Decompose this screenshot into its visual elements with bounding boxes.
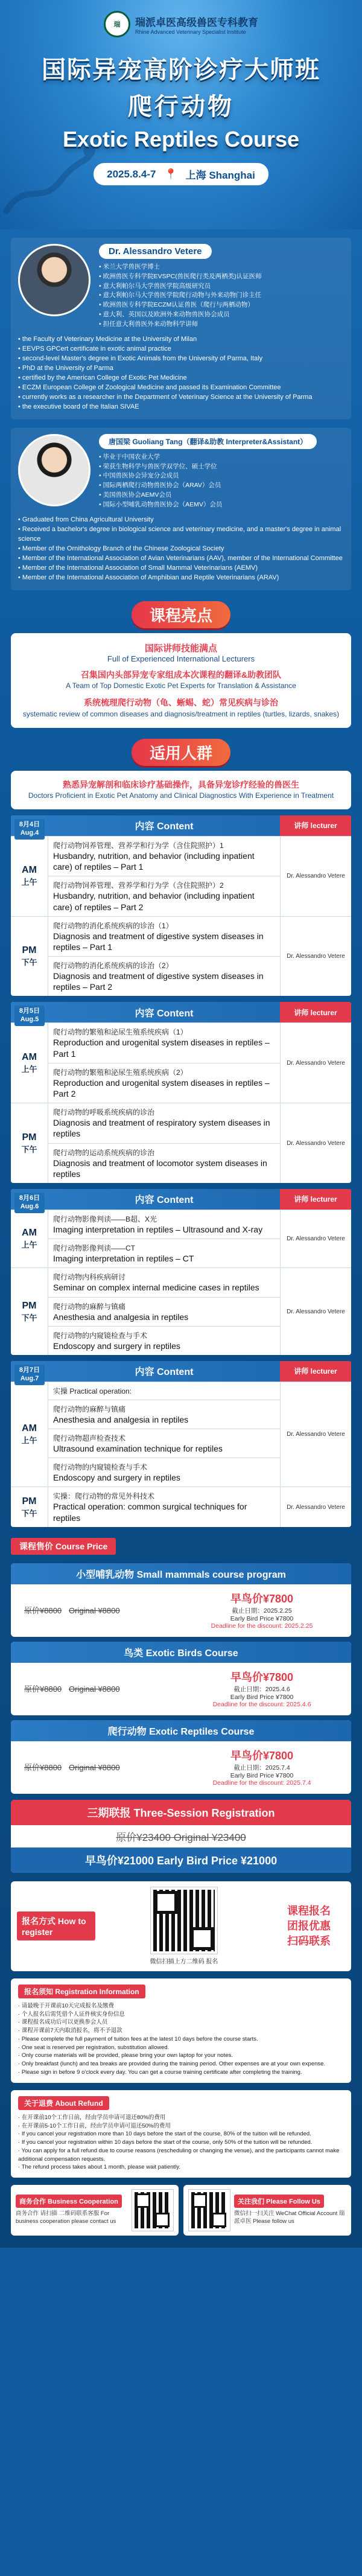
credential-item: • certified by the American College of Exotic Pet Medicine (18, 374, 344, 383)
registration-info-label: 报名须知 Registration Information (18, 1985, 145, 1998)
org-name-cn: 瑞派卓医高级兽医专科教育 (135, 16, 258, 29)
business-card (11, 2185, 179, 2236)
topic-en: Diagnosis and treatment of respiratory system diseases in reptiles (53, 1118, 270, 1139)
lecturer-column-header: 讲师 lecturer (280, 1361, 351, 1382)
credential-item: • Member of the International Association of Avian Veterinarians (AAV), member of the International Committee (18, 554, 344, 564)
refund-info (11, 2090, 351, 2178)
topic-en: Endoscopy and surgery in reptiles (53, 1341, 180, 1351)
credential-item: • PhD at the University of Parma (18, 364, 344, 374)
follow-card (183, 2185, 351, 2236)
info-item: · One seat is reserved per registration, substitution allowed. (18, 2044, 344, 2052)
business-qr-code[interactable] (132, 2190, 173, 2231)
lecturer-column-header: 讲师 lecturer (280, 1189, 351, 1210)
topic-cn: 爬行动物的内窥镜检查与手术 (53, 1463, 148, 1472)
info-item: · Please complete the full payment of tuition fees at the latest 10 days before the course starts. (18, 2035, 344, 2044)
topic-cn: 爬行动物的消化系统疾病的诊治（2） (53, 961, 173, 971)
course-price-title: 爬行动物 Exotic Reptiles Course (11, 1720, 351, 1741)
credential-item: • Member of the Ornithology Branch of the Chinese Zoological Society (18, 544, 344, 554)
schedule-header (11, 1361, 351, 1382)
topic-en: Imaging interpretation in reptiles – Ultrasound and X-ray (53, 1224, 263, 1234)
interpreter-credentials-cn (99, 453, 344, 510)
session-lecturer: Dr. Alessandro Vetere (280, 1103, 351, 1183)
topic-cn: 爬行动物的运动系统疾病的诊治 (53, 1148, 155, 1157)
original-price: 原价¥8800 Original ¥8800 (24, 1762, 120, 1772)
topic-en: Practical operation: common surgical techniques for reptiles (53, 1502, 247, 1523)
topic-cn: 爬行动物饲养管理、营养学和行为学（含住院照护）1 (53, 841, 224, 850)
credential-item: • Received a bachelor's degree in biological science and veterinary medicine, and a master's degree in animal science (18, 525, 344, 544)
follow-qr-code[interactable] (189, 2190, 230, 2231)
interpreter-avatar (18, 434, 91, 506)
topic-cn: 爬行动物的消化系统疾病的诊治（1） (53, 921, 173, 930)
schedule-header (11, 1002, 351, 1022)
topic-en: Endoscopy and surgery in reptiles (53, 1473, 180, 1483)
location-pin-icon: 📍 (164, 168, 177, 180)
schedule-topic (48, 1382, 280, 1400)
credential-item: • 意大利、英国以及欧洲外来动物兽医协会成员 (99, 310, 344, 320)
credential-item: • Graduated from China Agricultural University (18, 515, 344, 525)
price-section-label: 课程售价 Course Price (11, 1538, 116, 1555)
credential-item: • 中国兽医协会异宠分会成员 (99, 471, 344, 481)
credential-item: • 荣获生物科学与兽医学双学位、硕士学位 (99, 462, 344, 472)
info-item: · You can apply for a full refund due to course reasons (rescheduling or changing the venue), and the participants cannot make additional compensation requests. (18, 2147, 344, 2164)
course-price-card (11, 1642, 351, 1715)
info-item: · 请最晚于开课前10天完成报名及缴费 (18, 2002, 344, 2010)
topic-cn: 爬行动物内科疾病研讨 (53, 1273, 126, 1282)
schedule-session (11, 1487, 351, 1526)
original-price: 原价¥8800 Original ¥8800 (24, 1684, 120, 1694)
topic-en: Reproduction and urogenital system diseases in reptiles – Part 1 (53, 1038, 270, 1059)
session-period: AM 上午 (11, 1210, 48, 1267)
topic-cn: 爬行动物饲养管理、营养学和行为学（含住院照护）2 (53, 881, 224, 890)
register-scan-hint: 微信扫描上方二维码 报名 (150, 1958, 218, 1965)
credential-item: • 美国兽医协会AEMV会员 (99, 491, 344, 500)
interpreter-name: 唐国梁 Guoliang Tang（翻译&助教 Interpreter&Assistant） (99, 434, 317, 449)
highlight-en: A Team of Top Domestic Exotic Pet Experts for Translation & Assistance (66, 681, 296, 690)
topic-en: Diagnosis and treatment of digestive system diseases in reptiles – Part 1 (53, 931, 264, 952)
course-price-title: 鸟类 Exotic Birds Course (11, 1642, 351, 1663)
schedule-topic (48, 957, 280, 996)
lecturer-avatar (18, 244, 91, 316)
title-cn-sub: 爬行动物 (128, 94, 234, 120)
topic-en: Ultrasound examination technique for reptiles (53, 1444, 223, 1454)
info-item: · Only course materials will be provided, please bring your own laptop for your notes. (18, 2052, 344, 2060)
content-column-header: 内容 Content (135, 1008, 194, 1019)
schedule-day (11, 1361, 351, 1527)
topic-cn: 爬行动物的呼吸系统疾病的诊治 (53, 1108, 155, 1117)
session-period: AM 上午 (11, 837, 48, 916)
event-date: 2025.8.4-7 (107, 168, 156, 180)
lecturer-column-header: 讲师 lecturer (280, 1002, 351, 1022)
schedule-topic (48, 1458, 280, 1487)
highlight-cn: 国际讲师技能满点 (144, 643, 217, 654)
combo-early-price: 早鸟价¥21000 Early Bird Price ¥21000 (11, 1848, 351, 1873)
topic-en: Diagnosis and treatment of digestive system diseases in reptiles – Part 2 (53, 971, 264, 992)
session-lecturer: Dr. Alessandro Vetere (280, 1487, 351, 1526)
session-period: PM 下午 (11, 917, 48, 996)
title-cn-main: 国际异宠高阶诊疗大师班 (42, 57, 320, 83)
credential-item: • 担任意大利兽医外来动物科学讲师 (99, 320, 344, 330)
session-lecturer: Dr. Alessandro Vetere (280, 917, 351, 996)
info-item: · 在开课前10个工作日前，经由学员申请可退还80%的费用 (18, 2114, 344, 2122)
topic-cn: 爬行动物的内窥镜检查与手术 (53, 1331, 148, 1340)
highlights-box (11, 633, 351, 728)
combo-title: 三期联报 Three-Session Registration (11, 1800, 351, 1825)
schedule-day (11, 1002, 351, 1183)
follow-text: 微信扫一扫关注 WeChat Official Account 瑞派卓医 Please follow us (234, 2210, 345, 2225)
schedule-topic (48, 1400, 280, 1429)
lecturer-credentials-cn (99, 263, 344, 329)
credential-item: • ECZM European College of Zoological Medicine and passed its Examination Committee (18, 383, 344, 393)
topic-en: Anesthesia and analgesia in reptiles (53, 1312, 189, 1322)
session-period: PM 下午 (11, 1103, 48, 1183)
topic-cn: 爬行动物的麻醉与镇痛 (53, 1302, 126, 1311)
org-brand (0, 0, 362, 37)
credential-item: • 国际小型哺乳动物兽医协会（AEMV）会员 (99, 500, 344, 510)
org-logo: 瑞 (104, 11, 130, 37)
schedule-day (11, 815, 351, 996)
schedule (0, 815, 362, 1527)
credential-item: • second-level Master's degree in Exotic Animals from the University of Parma, Italy (18, 354, 344, 364)
price-list (0, 1563, 362, 1794)
schedule-topic (48, 1268, 280, 1297)
schedule-topic (48, 1023, 280, 1063)
credential-item: • Member of the International Association of Amphibian and Reptile Veterinarians (ARAV) (18, 573, 344, 583)
session-period: AM 上午 (11, 1382, 48, 1487)
session-lecturer: Dr. Alessandro Vetere (280, 1210, 351, 1267)
credential-item: • 意大利帕尔马大学兽医学院高级研究员 (99, 282, 344, 292)
info-item: · Please sign in before 9 o'clock every day. You can get a course training certificate after completing the training. (18, 2068, 344, 2077)
schedule-session (11, 1267, 351, 1355)
topic-en: Seminar on complex internal medicine cases in reptiles (53, 1283, 259, 1293)
audience-en: Doctors Proficient in Exotic Pet Anatomy and Clinical Diagnostics With Experience in Treatment (28, 791, 334, 800)
topic-cn: 爬行动物的麻醉与镇痛 (53, 1404, 126, 1414)
topic-en: Reproduction and urogenital system diseases in reptiles – Part 2 (53, 1077, 270, 1099)
lecturer-name: Dr. Alessandro Vetere (99, 244, 212, 259)
schedule-header (11, 815, 351, 836)
session-lecturer: Dr. Alessandro Vetere (280, 1382, 351, 1487)
day-date-tag: 8月5日 Aug.5 (14, 1006, 45, 1026)
topic-cn: 爬行动物的繁殖和泌尿生殖系统疾病（1） (53, 1028, 188, 1037)
audience-heading: 适用人群 (0, 739, 362, 766)
schedule-session (11, 836, 351, 916)
info-item: · 课程开课前7天内取消报名，将不予退款 (18, 2027, 344, 2035)
topic-cn: 爬行动物的繁殖和泌尿生殖系统疾病（2） (53, 1068, 188, 1077)
highlight-cn: 系统梳理爬行动物（龟、蜥蜴、蛇）常见疾病与诊治 (84, 698, 278, 708)
day-date-tag: 8月4日 Aug.4 (14, 819, 45, 840)
content-column-header: 内容 Content (135, 821, 194, 832)
info-item: · 在开课前5-10个工作日前，经由学员申请可退还50%的费用 (18, 2122, 344, 2131)
audience-cn: 熟悉异宠解剖和临床诊疗基础操作，具备异宠诊疗经验的兽医生 (63, 779, 299, 789)
session-period: PM 下午 (11, 1487, 48, 1526)
topic-cn: 实操 Practical operation: (53, 1386, 132, 1395)
credential-item: • 欧洲兽医专科学院EVSPC(兽医爬行类及两栖类)认证医师 (99, 272, 344, 282)
early-bird-price: 早鸟价¥7800 截止日期：2025.4.6 Early Bird Price ¥7800 Deadline for the discount: 2025.4.6 (212, 1671, 311, 1708)
credential-item: • the executive board of the Italian SIVAE (18, 403, 344, 412)
topic-cn: 爬行动物影像判读——B超、X光 (53, 1214, 157, 1223)
info-item: · 课程报名成功后可以更换参会人员 (18, 2018, 344, 2027)
lizard-illustration-icon (0, 139, 97, 223)
interpreter-card (11, 428, 351, 590)
topic-en: Diagnosis and treatment of locomotor system diseases in reptiles (53, 1158, 267, 1179)
content-column-header: 内容 Content (135, 1367, 194, 1378)
schedule-topic (48, 876, 280, 916)
credential-item: • currently works as a researcher in the Department of Veterinary Science at the University of Parma (18, 393, 344, 403)
schedule-topic (48, 1144, 280, 1183)
title-en: Exotic Reptiles Course (62, 127, 300, 151)
schedule-topic (48, 917, 280, 957)
contact-section (11, 2185, 351, 2236)
credential-item: • 意大利帕尔马大学兽医学院爬行动物与外来动物门诊主任 (99, 291, 344, 301)
credential-item: • 欧洲兽医专科学院ECZM认证兽医（爬行与两栖动物） (99, 301, 344, 310)
business-label: 商务合作 Business Cooperation (16, 2195, 122, 2208)
event-location: 上海 Shanghai (185, 170, 255, 181)
event-date-location (94, 163, 268, 185)
session-period: PM 下午 (11, 1268, 48, 1355)
highlight-cn: 召集国内头部异宠专家组成本次课程的翻译&助教团队 (80, 669, 282, 680)
register-cta: 课程报名 团报优惠 扫码联系 (287, 1904, 331, 1947)
schedule-session (11, 1103, 351, 1183)
topic-cn: 实操：爬行动物的常见外科技术 (53, 1492, 155, 1501)
info-item: · Only breakfast (lunch) and tea breaks are provided during the training period. Other expenses are at your own expense. (18, 2060, 344, 2068)
topic-cn: 爬行动物影像判读——CT (53, 1244, 135, 1253)
topic-en: Imaging interpretation in reptiles – CT (53, 1254, 194, 1264)
lecturer-card (11, 238, 351, 419)
topic-cn: 爬行动物超声检查技术 (53, 1434, 126, 1443)
session-period: AM 上午 (11, 1023, 48, 1103)
early-bird-price: 早鸟价¥7800 截止日期：2025.7.4 Early Bird Price ¥7800 Deadline for the discount: 2025.7.4 (212, 1749, 311, 1787)
day-date-tag: 8月7日 Aug.7 (14, 1365, 45, 1385)
course-price-card (11, 1720, 351, 1794)
info-item: · The refund process takes about 1 month, please wait patiently. (18, 2163, 344, 2172)
schedule-topic (48, 1103, 280, 1143)
combo-original-price: 原价¥23400 Original ¥23400 (116, 1831, 246, 1843)
lecturer-column-header: 讲师 lecturer (280, 815, 351, 836)
info-item: · If you cancel your registration more than 10 days before the start of the course, 80% of the tuition will be refunded. (18, 2130, 344, 2138)
refund-info-label: 关于退费 About Refund (18, 2096, 109, 2110)
follow-label: 关注我们 Please Follow Us (234, 2195, 324, 2208)
credential-item: • 米兰大学兽医学博士 (99, 263, 344, 272)
credential-item: • EEVPS GPCert certificate in exotic animal practice (18, 345, 344, 354)
hero-banner (0, 0, 362, 229)
original-price: 原价¥8800 Original ¥8800 (24, 1605, 120, 1615)
org-name-en: Rhine Advanced Veterinary Specialist Institute (135, 28, 246, 35)
course-price-card (11, 1563, 351, 1637)
audience-box (11, 771, 351, 809)
schedule-topic (48, 1063, 280, 1103)
registration-info (11, 1978, 351, 2083)
schedule-topic (48, 837, 280, 876)
session-lecturer: Dr. Alessandro Vetere (280, 1268, 351, 1355)
info-item: · 个人报名后需凭借个人证件核实身份信息 (18, 2010, 344, 2019)
early-bird-price: 早鸟价¥7800 截止日期：2025.2.25 Early Bird Price ¥7800 Deadline for the discount: 2025.2.25 (211, 1592, 313, 1630)
lecturer-credentials-en (18, 335, 344, 412)
schedule-topic (48, 1487, 280, 1526)
topic-en: Anesthesia and analgesia in reptiles (53, 1414, 189, 1424)
session-lecturer: Dr. Alessandro Vetere (280, 1023, 351, 1103)
topic-en: Husbandry, nutrition, and behavior (including inpatient care) of reptiles – Part 2 (53, 891, 255, 912)
content-column-header: 内容 Content (135, 1195, 194, 1206)
register-section (11, 1881, 351, 1971)
schedule-day (11, 1189, 351, 1355)
schedule-topic (48, 1210, 280, 1239)
schedule-topic (48, 1298, 280, 1327)
highlight-en: Full of Experienced International Lecturers (107, 654, 255, 663)
day-date-tag: 8月6日 Aug.6 (14, 1193, 45, 1213)
business-text: 商务合作 请扫描 二维码联系客服 For business cooperation please contact us (16, 2210, 116, 2225)
schedule-session (11, 1022, 351, 1103)
schedule-session (11, 1382, 351, 1487)
highlights-heading: 课程亮点 (0, 601, 362, 628)
credential-item: • the Faculty of Veterinary Medicine at the University of Milan (18, 335, 344, 345)
highlight-en: systematic review of common diseases and diagnosis/treatment in reptiles (turtles, lizards, snakes) (22, 709, 340, 718)
schedule-topic (48, 1239, 280, 1267)
schedule-header (11, 1189, 351, 1210)
credential-item: • Member of the International Association of Small Mammal Veterinarians (AEMV) (18, 564, 344, 573)
session-lecturer: Dr. Alessandro Vetere (280, 837, 351, 916)
course-price-title: 小型哺乳动物 Small mammals course program (11, 1563, 351, 1584)
schedule-session (11, 916, 351, 996)
schedule-topic (48, 1327, 280, 1355)
schedule-topic (48, 1429, 280, 1458)
register-qr-code[interactable] (151, 1887, 217, 1954)
info-item: · If you cancel your registration within 10 days before the start of the course, only 50% of the tuition will be refunded. (18, 2138, 344, 2147)
topic-en: Husbandry, nutrition, and behavior (including inpatient care) of reptiles – Part 1 (53, 850, 255, 872)
credential-item: • 国际两栖爬行动物兽医协会（ARAV）会员 (99, 481, 344, 491)
schedule-session (11, 1210, 351, 1267)
combo-price-card (11, 1800, 351, 1873)
credential-item: • 毕业于中国农业大学 (99, 453, 344, 462)
interpreter-credentials-en (18, 515, 344, 583)
register-label: 报名方式 How to register (17, 1911, 95, 1940)
